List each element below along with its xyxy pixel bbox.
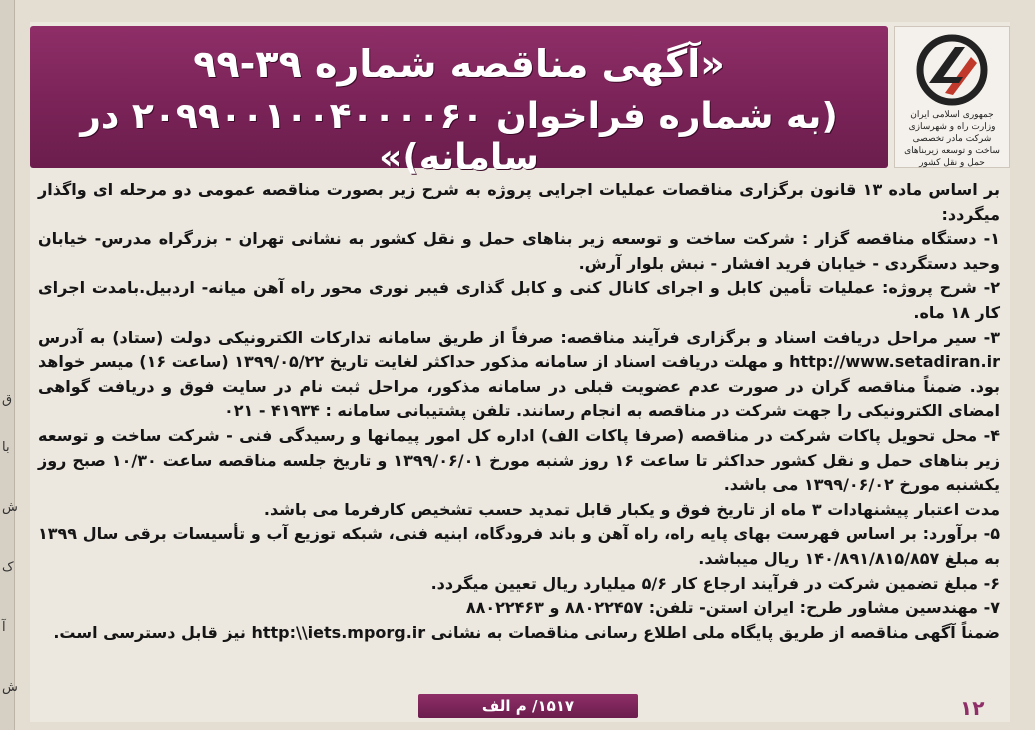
clause-1-tenderer: ۱- دستگاه مناقصه گزار : شرکت ساخت و توسعه زیر بناهای حمل و نقل کشور به نشانی تهران - بزرگراه مدرس- خیابان وحید دستگردی - خیابان فرید افشار - نبش بلوار آرش. [38, 229, 1000, 273]
clause-6-guarantee: ۶- مبلغ تضمین شرکت در فرآیند ارجاع کار ۵/۶ میلیارد ریال تعیین میگردد. [430, 573, 1000, 593]
clause-7-consultant: ۷- مهندسین مشاور طرح: ایران استن- تلفن: ۸۸۰۲۲۴۵۷ و ۸۸۰۲۲۴۶۳ [465, 598, 1000, 618]
clause-5-estimate: ۵- برآورد: بر اساس فهرست بهای پایه راه، راه آهن و باند فرودگاه، ابنیه فنی، شبکه توزیع آب و تأسیسات برقی سال ۱۳۹۹ به مبلغ ۱۴۰/۸۹۱/۸۱۵/۸۵۷ ریال میباشد. [38, 524, 1000, 568]
logo-caption-1: جمهوری اسلامی ایران [910, 110, 994, 120]
clause-2-project: ۲- شرح پروژه: عملیات تأمین کابل و اجرای کانال کنی و کابل گذاری فیبر نوری محور راه آهن میانه- اردبیل.بامدت اجرای کار ۱۸ ماه. [38, 278, 1000, 322]
logo-caption-3: شرکت مادر تخصصی ساخت و توسعه زیربناهای حمل و نقل کشور [904, 134, 1000, 168]
adjacent-column-edge: ق با ش ک آ ش [0, 0, 15, 730]
intro-paragraph: بر اساس ماده ۱۳ قانون برگزاری مناقصات عملیات اجرایی پروژه به شرح زیر بصورت مناقصه عمومی دو مرحله ای واگذار میگردد: [38, 180, 1001, 224]
notice-title: «آگهی مناقصه شماره ۳۹-۹۹ [193, 42, 725, 86]
title-banner [30, 26, 888, 178]
clause-3-documents: ۳- سیر مراحل دریافت اسناد و برگزاری فرآیند مناقصه: صرفاً از طریق سامانه تدارکات الکترونیکی دولت (ستاد) به آدرس http://www.setadiran.ir و مهلت دریافت اسناد از سامانه مذکور حداکثر لغایت تاریخ ۱۳۹۹/۰۵/۲۲ (ساعت ۱۶) میسر خواهد بود. ضمناً مناقصه گران در صورت عدم عضویت قبلی در سامانه مذکور، مراحل ثبت نام در سایت فوق و دریافت گواهی امضای الکترونیکی را جهت شرکت در مناقصه به انجام رسانند. تلفن پشتیبانی سامانه : ۴۱۹۳۴ - ۰۲۱ [38, 327, 1001, 421]
call-number: (به شماره فراخوان ۲۰۹۹۰۰۱۰۰۴۰۰۰۰۶۰ در سامانه)» [80, 96, 838, 178]
page-number-mark: ۱۲ [960, 696, 985, 720]
validity-paragraph: مدت اعتبار پیشنهادات ۳ ماه از تاریخ فوق و یکبار قابل تمدید حسب تشخیص کارفرما می باشد. [263, 499, 1000, 519]
publication-code: ۱۵۱۷/ م الف [418, 694, 638, 718]
emblem-icon [915, 33, 989, 107]
notice-footer [30, 694, 1010, 722]
organization-logo [894, 26, 1010, 168]
notice-body [38, 178, 1000, 645]
tender-notice [30, 22, 1010, 722]
clause-4-delivery: ۴- محل تحویل پاکات شرکت در مناقصه (صرفا پاکات الف) اداره کل امور پیمانها و رسیدگی فنی - شرکت ساخت و توسعه زیر بناهای حمل و نقل کشور حداکثر تا ساعت ۱۶ روز شنبه مورخ ۱۳۹۹/۰۶/۰۱ و تاریخ جلسه مناقصه ساعت ۱۰/۳۰ صبح روز یکشنبه مورخ ۱۳۹۹/۰۶/۰۲ می باشد. [38, 425, 1001, 495]
logo-caption-2: وزارت راه و شهرسازی [908, 122, 996, 132]
closing-paragraph: ضمناً آگهی مناقصه از طریق پایگاه ملی اطلاع رسانی مناقصات به نشانی http:\\iets.mporg.ir نیز قابل دسترسی است. [53, 622, 1000, 642]
notice-header [30, 22, 1010, 178]
